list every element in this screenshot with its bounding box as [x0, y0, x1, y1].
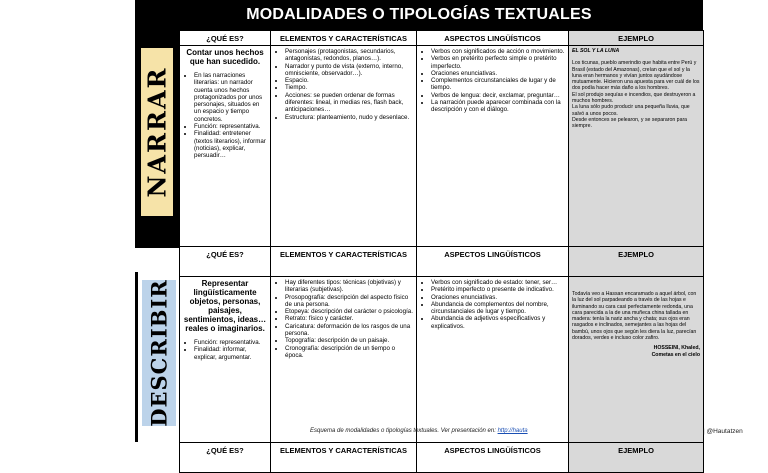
header-aspectos: ASPECTOS LINGÜÍSTICOS [417, 443, 569, 473]
list-item: • Retrato: físico y carácter. [285, 315, 413, 322]
list-item: • Oraciones enunciativas. [431, 294, 565, 301]
describir-example-book: Cometas en el cielo [651, 351, 700, 358]
document-title: MODALIDADES O TIPOLOGÍAS TEXTUALES [135, 0, 703, 30]
list-item: • Complementos circunstanciales de lugar y de tiempo. [431, 77, 565, 92]
list-item: • Abundancia de adjetivos especificativos y explicativos. [431, 315, 565, 330]
list-item: • En las narraciones literarias: un narrador cuenta unos hechos protagonizados por unos personajes, situados en un espacio y tiempo concretos. [194, 72, 267, 123]
list-item: • Estructura: planteamiento, nudo y desenlace. [285, 114, 413, 121]
header-ejemplo: EJEMPLO [569, 247, 704, 277]
list-item: • Verbos con significados de acción o movimiento. [431, 48, 565, 55]
describir-elementos-cell [271, 277, 417, 443]
narrar-definition: Contar unos hechos que han sucedido. [186, 48, 264, 66]
list-item: • Tiempo. [285, 84, 413, 91]
narrar-elementos-cell [271, 46, 417, 247]
header-que-es: ¿QUÉ ES? [180, 31, 271, 46]
list-item: • Hay diferentes tipos: técnicas (objetivas) y literarias (subjetivas). [285, 279, 413, 294]
header-ejemplo: EJEMPLO [569, 31, 704, 46]
list-item: • Espacio. [285, 77, 413, 84]
describir-label: DESCRIBIR [146, 279, 172, 427]
list-item: • Pretérito imperfecto o presente de indicativo. [431, 286, 565, 293]
list-item: • Verbos en pretérito perfecto simple o pretérito imperfecto. [431, 55, 565, 70]
narrar-ejemplo-cell [569, 46, 704, 247]
narrar-que-es-cell [180, 46, 271, 247]
narrar-example-paragraph: Desde entonces se pelearon, y se separaron para siempre. [572, 116, 688, 130]
next-header-row [180, 443, 704, 473]
list-item: • Etopeya: descripción del carácter o psicología. [285, 308, 413, 315]
list-item: • Personajes (protagonistas, secundarios, antagonistas, redondos, planos…). [285, 48, 413, 63]
footer-caption [310, 428, 528, 434]
header-aspectos: ASPECTOS LINGÜÍSTICOS [417, 31, 569, 46]
list-item: • Caricatura: deformación de los rasgos de una persona. [285, 323, 413, 338]
describir-que-es-list [183, 339, 267, 361]
header-aspectos: ASPECTOS LINGÜÍSTICOS [417, 247, 569, 277]
narrar-example-paragraph: La luna sólo pudo producir una pequeña lluvia, que salvó a unos pocos. [572, 104, 690, 117]
list-item: • Prosopografía: descripción del aspecto físico de una persona. [285, 294, 413, 309]
list-item: • Finalidad: informar, explicar, argumentar. [194, 346, 267, 361]
narrar-content-row [180, 46, 704, 247]
header-elementos: ELEMENTOS Y CARACTERÍSTICAS [271, 247, 417, 277]
describir-label-box [142, 280, 176, 426]
narrar-aspectos-list [420, 48, 565, 114]
describir-definition: Representar lingüísticamente objetos, personas, paisajes, sentimientos, ideas… reales o imaginarios. [183, 279, 267, 333]
narrar-example-title: EL SOL Y LA LUNA [572, 48, 620, 54]
narrar-table [179, 30, 704, 247]
next-section-table [179, 442, 704, 473]
narrar-aspectos-cell [417, 46, 569, 247]
narrar-example-paragraph: Los ticunas, pueblo amerindio que habita entre Perú y Brasil (estado del Amazonas), creían que el sol y la luna eran hermanos y vivían juntos ayudándose mutuamente. Hicieron una apuesta para ver cuál de los dos podía hacer más daño a los hombres. [572, 60, 700, 92]
author-handle: | @Hautatzen [703, 428, 743, 435]
describir-aspectos-list [420, 279, 565, 330]
describir-ejemplo-cell [569, 277, 704, 443]
list-item: • Narrador y punto de vista (externo, interno, omnisciente, observador…). [285, 63, 413, 78]
describir-aspectos-cell [417, 277, 569, 443]
header-elementos: ELEMENTOS Y CARACTERÍSTICAS [271, 443, 417, 473]
list-item: • Acciones: se pueden ordenar de formas diferentes: lineal, in medias res, flash back, anticipaciones… [285, 92, 413, 114]
list-item: • Topografía: descripción de un paisaje. [285, 337, 413, 344]
list-item: • Oraciones enunciativas. [431, 70, 565, 77]
narrar-example-paragraph: El sol produjo sequías e incendios, que destruyeron a muchos hombres. [572, 91, 696, 105]
narrar-label: NARRAR [142, 66, 172, 198]
presentation-link[interactable]: http://hauta [497, 428, 528, 434]
narrar-side-band [135, 30, 179, 248]
header-elementos: ELEMENTOS Y CARACTERÍSTICAS [271, 31, 417, 46]
narrar-header-row [180, 31, 704, 46]
narrar-que-es-list [183, 72, 267, 160]
describir-side-band [135, 272, 179, 442]
describir-example-text: Todavía veo a Hassan encaramado a aquel árbol, con la luz del sol parpadeando a través de las hojas e iluminando su cara casi perfectamente redonda, una cara parecida a la de una muñeca china tallada en madera: tenía la nariz ancha y chata; sus ojos eran rasgados e inclinados, semejantes a las hojas del bambú, unos ojos que según les diera la luz, parecían dorados, verdes e incluso color zafiro. [572, 291, 697, 342]
header-que-es: ¿QUÉ ES? [180, 443, 271, 473]
footer-caption-text: Esquema de modalidades o tipologías textuales. Ver presentación en: [310, 428, 496, 434]
describir-elementos-list [274, 279, 413, 359]
describir-table [179, 246, 704, 443]
list-item: • Función: representativa. [194, 339, 267, 346]
narrar-label-box [141, 48, 173, 216]
describir-que-es-cell [180, 277, 271, 443]
list-item: • La narración puede aparecer combinada con la descripción y con el diálogo. [431, 99, 565, 114]
list-item: • Verbos de lengua: decir, exclamar, preguntar… [431, 92, 565, 99]
list-item: • Abundancia de complementos del nombre, circunstanciales de lugar y tiempo. [431, 301, 565, 316]
describir-example-author: HOSSEINI, Khaled, [653, 345, 700, 352]
header-que-es: ¿QUÉ ES? [180, 247, 271, 277]
header-ejemplo: EJEMPLO [569, 443, 704, 473]
list-item: • Cronografía: descripción de un tiempo o época. [285, 345, 413, 360]
list-item: • Función: representativa. [194, 123, 267, 130]
list-item: • Verbos con significado de estado: tener, ser… [431, 279, 565, 286]
describir-content-row [180, 277, 704, 443]
narrar-elementos-list [274, 48, 413, 121]
list-item: • Finalidad: entretener (textos literarios), informar (noticias), explicar, persuadir… [194, 130, 267, 159]
describir-header-row [180, 247, 704, 277]
